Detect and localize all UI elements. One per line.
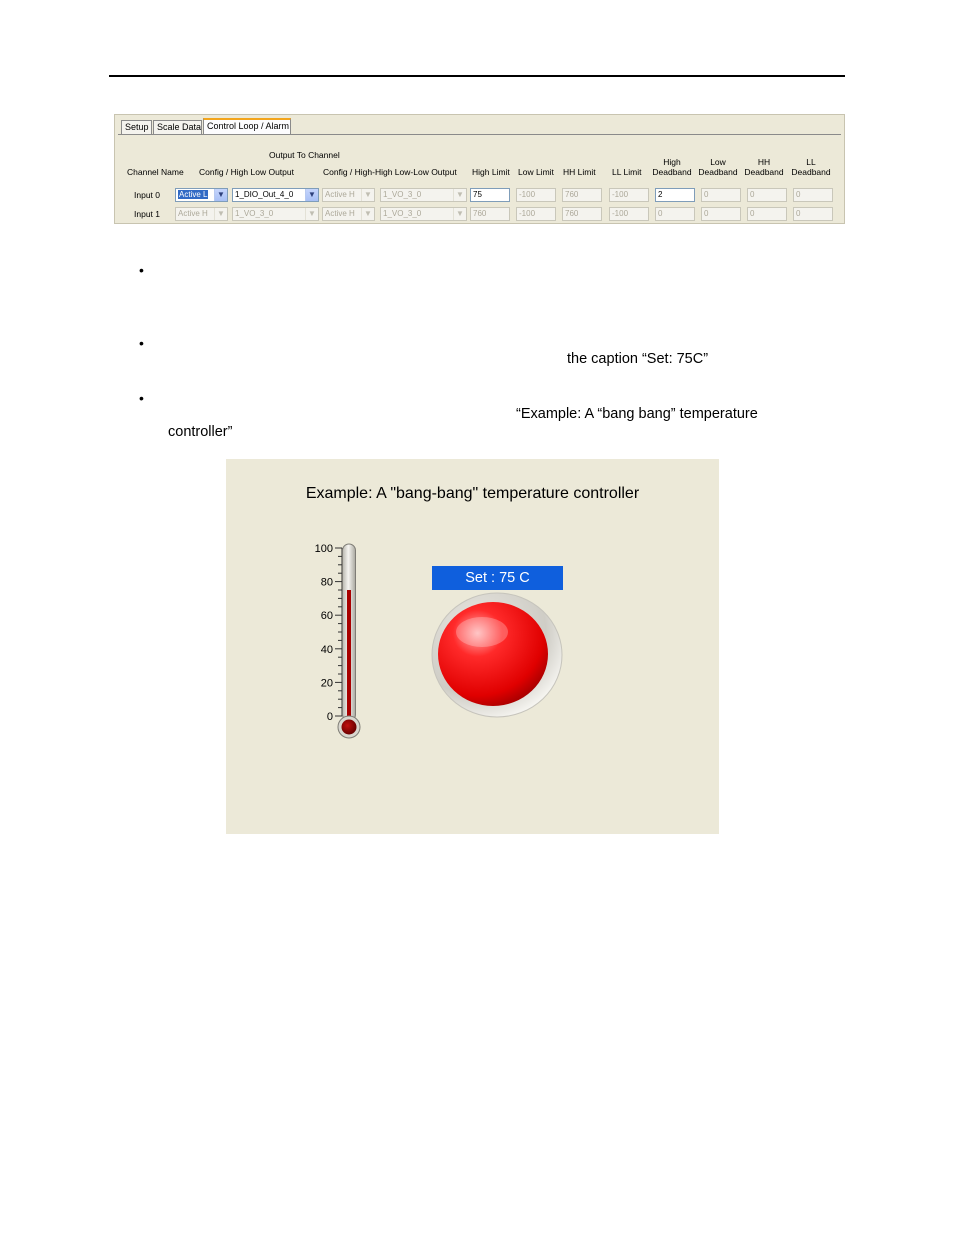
col-hh-deadband-line2: Deadband <box>744 167 784 177</box>
tab-scale-data[interactable]: Scale Data <box>153 120 202 135</box>
output-to-channel-label: Output To Channel <box>269 150 340 160</box>
col-ll-limit: LL Limit <box>612 167 642 177</box>
col-low-limit: Low Limit <box>518 167 554 177</box>
col-ll-deadband-line1: LL <box>806 157 816 167</box>
col-hh-limit: HH Limit <box>563 167 596 177</box>
example-figure <box>226 459 719 834</box>
col-high-deadband-line1: High <box>663 157 681 167</box>
col-config-high-low: Config / High Low Output <box>199 167 294 177</box>
thermometer-tick-label: 40 <box>320 643 333 656</box>
input-1-high-deadband-field: 0 <box>655 207 695 221</box>
figure-title: Example: A "bang-bang" temperature controller <box>305 485 640 502</box>
col-low-deadband-line2: Deadband <box>698 167 738 177</box>
input-1-ll-limit-field: -100 <box>609 207 649 221</box>
input-1-hh-output-select <box>380 207 467 221</box>
input-0-low-limit-field: -100 <box>516 188 556 202</box>
input-0-config-value: Active L <box>179 190 208 199</box>
lamp-light <box>438 602 548 706</box>
input-1-hh-deadband-field: 0 <box>747 207 787 221</box>
indicator-lamp <box>430 592 565 720</box>
thermometer-tick-label: 20 <box>320 677 333 690</box>
input-0-high-deadband-field[interactable]: 2 <box>655 188 695 202</box>
input-1-low-deadband-field: 0 <box>701 207 741 221</box>
input-0-high-limit-field[interactable]: 75 <box>470 188 510 202</box>
row-input-0-name: Input 0 <box>134 190 160 200</box>
col-high-deadband-line2: Deadband <box>652 167 692 177</box>
control-loop-alarm-panel <box>114 114 845 224</box>
input-1-config-value: Active H <box>178 209 208 218</box>
col-ll-deadband-line2: Deadband <box>791 167 831 177</box>
chevron-down-icon: ▼ <box>214 208 227 220</box>
bullet-3-text-line1: “Example: A “bang bang” temperature <box>516 406 758 422</box>
thermometer-tick-label: 100 <box>314 543 333 555</box>
input-0-hh-output-select <box>380 188 467 202</box>
header-rule <box>109 75 845 77</box>
thermometer <box>296 537 376 742</box>
bullet-1: • <box>139 262 144 278</box>
bullet-2-text: the caption “Set: 75C” <box>567 351 709 367</box>
col-channel-name: Channel Name <box>127 167 184 177</box>
thermometer-tick-label: 0 <box>326 711 333 723</box>
chevron-down-icon: ▼ <box>361 189 374 201</box>
chevron-down-icon: ▼ <box>361 208 374 220</box>
tab-divider <box>118 134 841 135</box>
bullet-3: • <box>139 390 144 406</box>
bullet-2: • <box>139 335 144 351</box>
chevron-down-icon: ▼ <box>305 208 318 220</box>
chevron-down-icon: ▼ <box>453 189 466 201</box>
chevron-down-icon: ▼ <box>453 208 466 220</box>
thermometer-tick-label: 60 <box>320 610 333 623</box>
chevron-down-icon: ▼ <box>214 189 227 201</box>
bullet-3-text-line2: controller” <box>168 424 233 440</box>
col-hh-deadband-line1: HH <box>757 157 771 167</box>
col-high-limit: High Limit <box>472 167 510 177</box>
chevron-down-icon: ▼ <box>305 189 318 201</box>
input-1-output-value: 1_VO_3_0 <box>235 209 274 218</box>
thermometer-bulb <box>342 720 357 735</box>
thermometer-scale <box>315 543 342 723</box>
tab-control-loop-alarm[interactable]: Control Loop / Alarm <box>203 118 291 135</box>
col-low-deadband-line1: Low <box>710 157 726 167</box>
input-0-output-select[interactable] <box>232 188 319 202</box>
input-1-output-select <box>232 207 319 221</box>
tab-setup[interactable]: Setup <box>121 120 152 135</box>
lamp-highlight <box>456 617 508 647</box>
input-1-config-select <box>175 207 228 221</box>
input-1-hh-config-select <box>322 207 375 221</box>
input-0-hh-output-value: 1_VO_3_0 <box>383 190 422 199</box>
row-input-1-name: Input 1 <box>134 209 160 219</box>
input-0-ll-limit-field: -100 <box>609 188 649 202</box>
input-0-hh-config-value: Active H <box>325 190 355 199</box>
input-1-low-limit-field: -100 <box>516 207 556 221</box>
col-config-hh-ll: Config / High-High Low-Low Output <box>323 167 457 177</box>
input-1-hh-output-value: 1_VO_3_0 <box>383 209 422 218</box>
thermometer-tick-label: 80 <box>320 576 333 589</box>
input-1-high-limit-field: 760 <box>470 207 510 221</box>
input-0-hh-limit-field: 760 <box>562 188 602 202</box>
set-point-caption: Set : 75 C <box>432 566 563 590</box>
input-1-hh-limit-field: 760 <box>562 207 602 221</box>
input-1-ll-deadband-field: 0 <box>793 207 833 221</box>
thermometer-mercury <box>347 590 351 723</box>
input-0-ll-deadband-field: 0 <box>793 188 833 202</box>
input-0-output-value: 1_DIO_Out_4_0 <box>235 190 294 199</box>
input-0-low-deadband-field: 0 <box>701 188 741 202</box>
input-0-hh-deadband-field: 0 <box>747 188 787 202</box>
input-0-config-select[interactable] <box>175 188 228 202</box>
input-0-hh-config-select <box>322 188 375 202</box>
input-1-hh-config-value: Active H <box>325 209 355 218</box>
